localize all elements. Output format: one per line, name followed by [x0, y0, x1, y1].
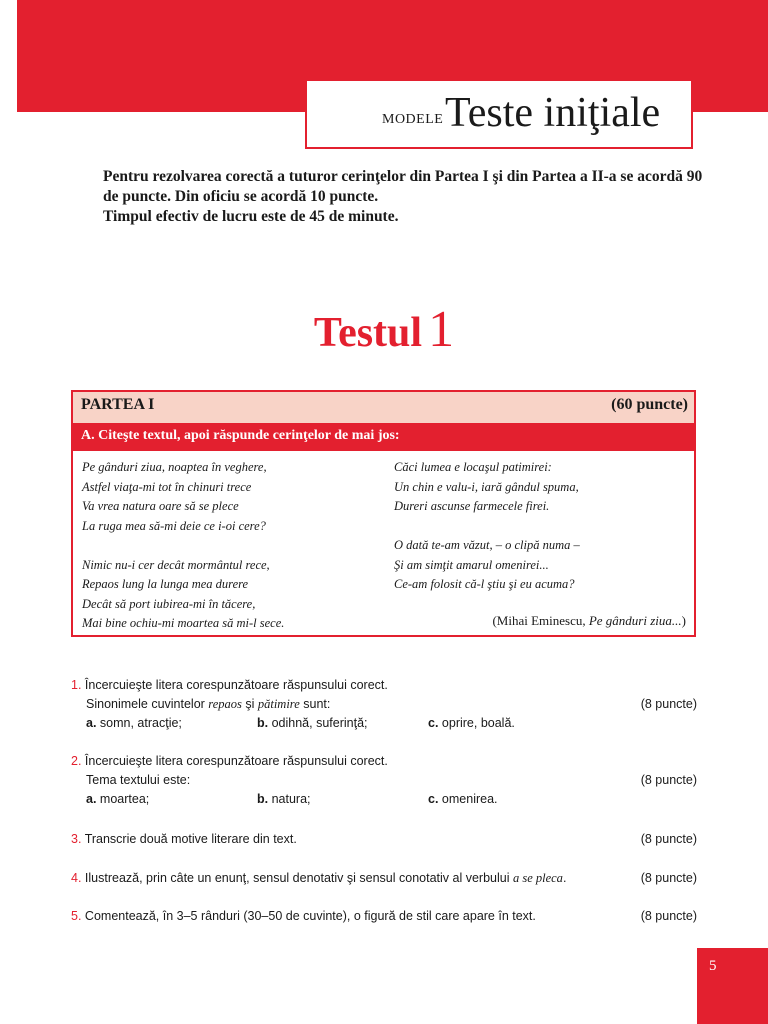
intro-paragraph: Timpul efectiv de lucru este de 45 de minute. — [103, 208, 399, 225]
instruction-text: A. Citeşte textul, apoi răspunde cerinţelor de mai jos: — [81, 428, 400, 443]
question-text: Comentează, în 3–5 rânduri (30–50 de cuvinte), o figură de stil care apare în text. — [84, 909, 536, 923]
question-text: Încercuieşte litera corespunzătoare răspunsului corect. — [84, 678, 388, 692]
page-number: 5 — [709, 958, 717, 974]
page-title: Teste iniţiale — [445, 90, 661, 136]
title-box — [305, 79, 693, 149]
poem-line: Astfel viaţa-mi tot în chinuri trece — [82, 479, 252, 494]
option-a[interactable]: a. moartea; — [86, 792, 150, 806]
question-number: 5. — [71, 909, 82, 923]
part-title: PARTEA I — [81, 396, 155, 413]
poem-left-column — [82, 458, 284, 634]
question-points: (8 puncte) — [640, 773, 697, 787]
attribution-work: Pe gânduri ziua... — [588, 613, 682, 628]
poem-line: Decât să port iubirea-mi în tăcere, — [82, 596, 256, 611]
option-b[interactable]: b. natura; — [257, 792, 311, 806]
question-text: Transcrie două motive literare din text. — [84, 832, 297, 846]
option-a[interactable]: a. somn, atracţie; — [86, 716, 182, 730]
poem-line: Va vrea natura oare să se plece — [82, 499, 239, 513]
question-points: (8 puncte) — [640, 909, 697, 923]
part-one-box — [71, 390, 696, 637]
question-4 — [71, 869, 697, 888]
question-sub: Tema textului este: — [86, 773, 191, 787]
instruction-bar — [73, 423, 694, 451]
attribution-author: (Mihai Eminescu, — [492, 613, 586, 628]
question-points: (8 puncte) — [640, 832, 697, 846]
question-sub: Sinonimele cuvintelor — [86, 697, 209, 711]
question-sub: sunt: — [299, 697, 331, 711]
question-number: 2. — [71, 754, 82, 768]
test-label: Testul — [313, 310, 423, 356]
question-text: Ilustrează, prin câte un enunţ, sensul denotativ şi sensul conotativ al verbului — [84, 871, 513, 885]
question-1 — [71, 676, 697, 733]
poem-line: Şi am simţit amarul omenirei... — [394, 557, 549, 572]
poem-line: Mai bine ochiu-mi moartea să mi-l sece. — [82, 616, 285, 630]
poem-line: La ruga mea să-mi deie ce i-oi cere? — [82, 518, 266, 533]
option-c[interactable]: c. omenirea. — [428, 792, 498, 806]
test-number: 1 — [428, 301, 455, 358]
poem-right-column — [394, 458, 580, 595]
question-number: 3. — [71, 832, 82, 846]
question-number: 4. — [71, 871, 82, 885]
question-3 — [71, 830, 697, 849]
option-c[interactable]: c. oprire, boală. — [428, 716, 515, 730]
part-points: (60 puncte) — [611, 396, 688, 413]
option-b[interactable]: b. odihnă, suferinţă; — [257, 716, 368, 730]
poem-line: O dată te-am văzut, – o clipă numa – — [394, 538, 580, 552]
attribution-close: ) — [681, 613, 686, 628]
part-header — [73, 392, 694, 423]
intro-paragraph: Pentru rezolvarea corectă a tuturor cerinţelor din Partea I şi din Partea a II-a se acordă 90 de puncte. Din oficiu se acordă 10 puncte. — [103, 168, 703, 205]
stanza-gap — [82, 536, 284, 556]
poem-line: Pe gânduri ziua, noaptea în veghere, — [82, 460, 267, 474]
question-text-end: . — [562, 871, 567, 885]
question-sub: şi — [241, 697, 258, 711]
poem-line: Dureri ascunse farmecele firei. — [394, 499, 550, 513]
poem-attribution — [492, 613, 686, 629]
question-2 — [71, 752, 697, 809]
question-number: 1. — [71, 678, 82, 692]
question-5 — [71, 907, 697, 926]
intro-text — [103, 167, 703, 227]
page-number-box — [697, 948, 768, 1024]
poem-line: Repaos lung la lunga mea durere — [82, 577, 249, 591]
question-points: (8 puncte) — [640, 697, 697, 711]
test-heading — [0, 300, 768, 363]
poem-line: Un chin e valu-i, iară gândul spuma, — [394, 479, 579, 494]
question-sub-italic: pătimire — [257, 697, 300, 711]
question-text: Încercuieşte litera corespunzătoare răspunsului corect. — [84, 754, 388, 768]
question-points: (8 puncte) — [640, 871, 697, 885]
stanza-gap — [394, 517, 580, 537]
poem-line: Ce-am folosit că-l ştiu şi eu acuma? — [394, 577, 575, 591]
poem-line: Nimic nu-i cer decât mormântul rece, — [82, 557, 270, 572]
question-sub-italic: repaos — [208, 697, 242, 711]
poem-line: Căci lumea e locaşul patimirei: — [394, 460, 552, 474]
question-italic: a se pleca — [512, 871, 563, 885]
series-label: MODELE — [382, 112, 444, 127]
